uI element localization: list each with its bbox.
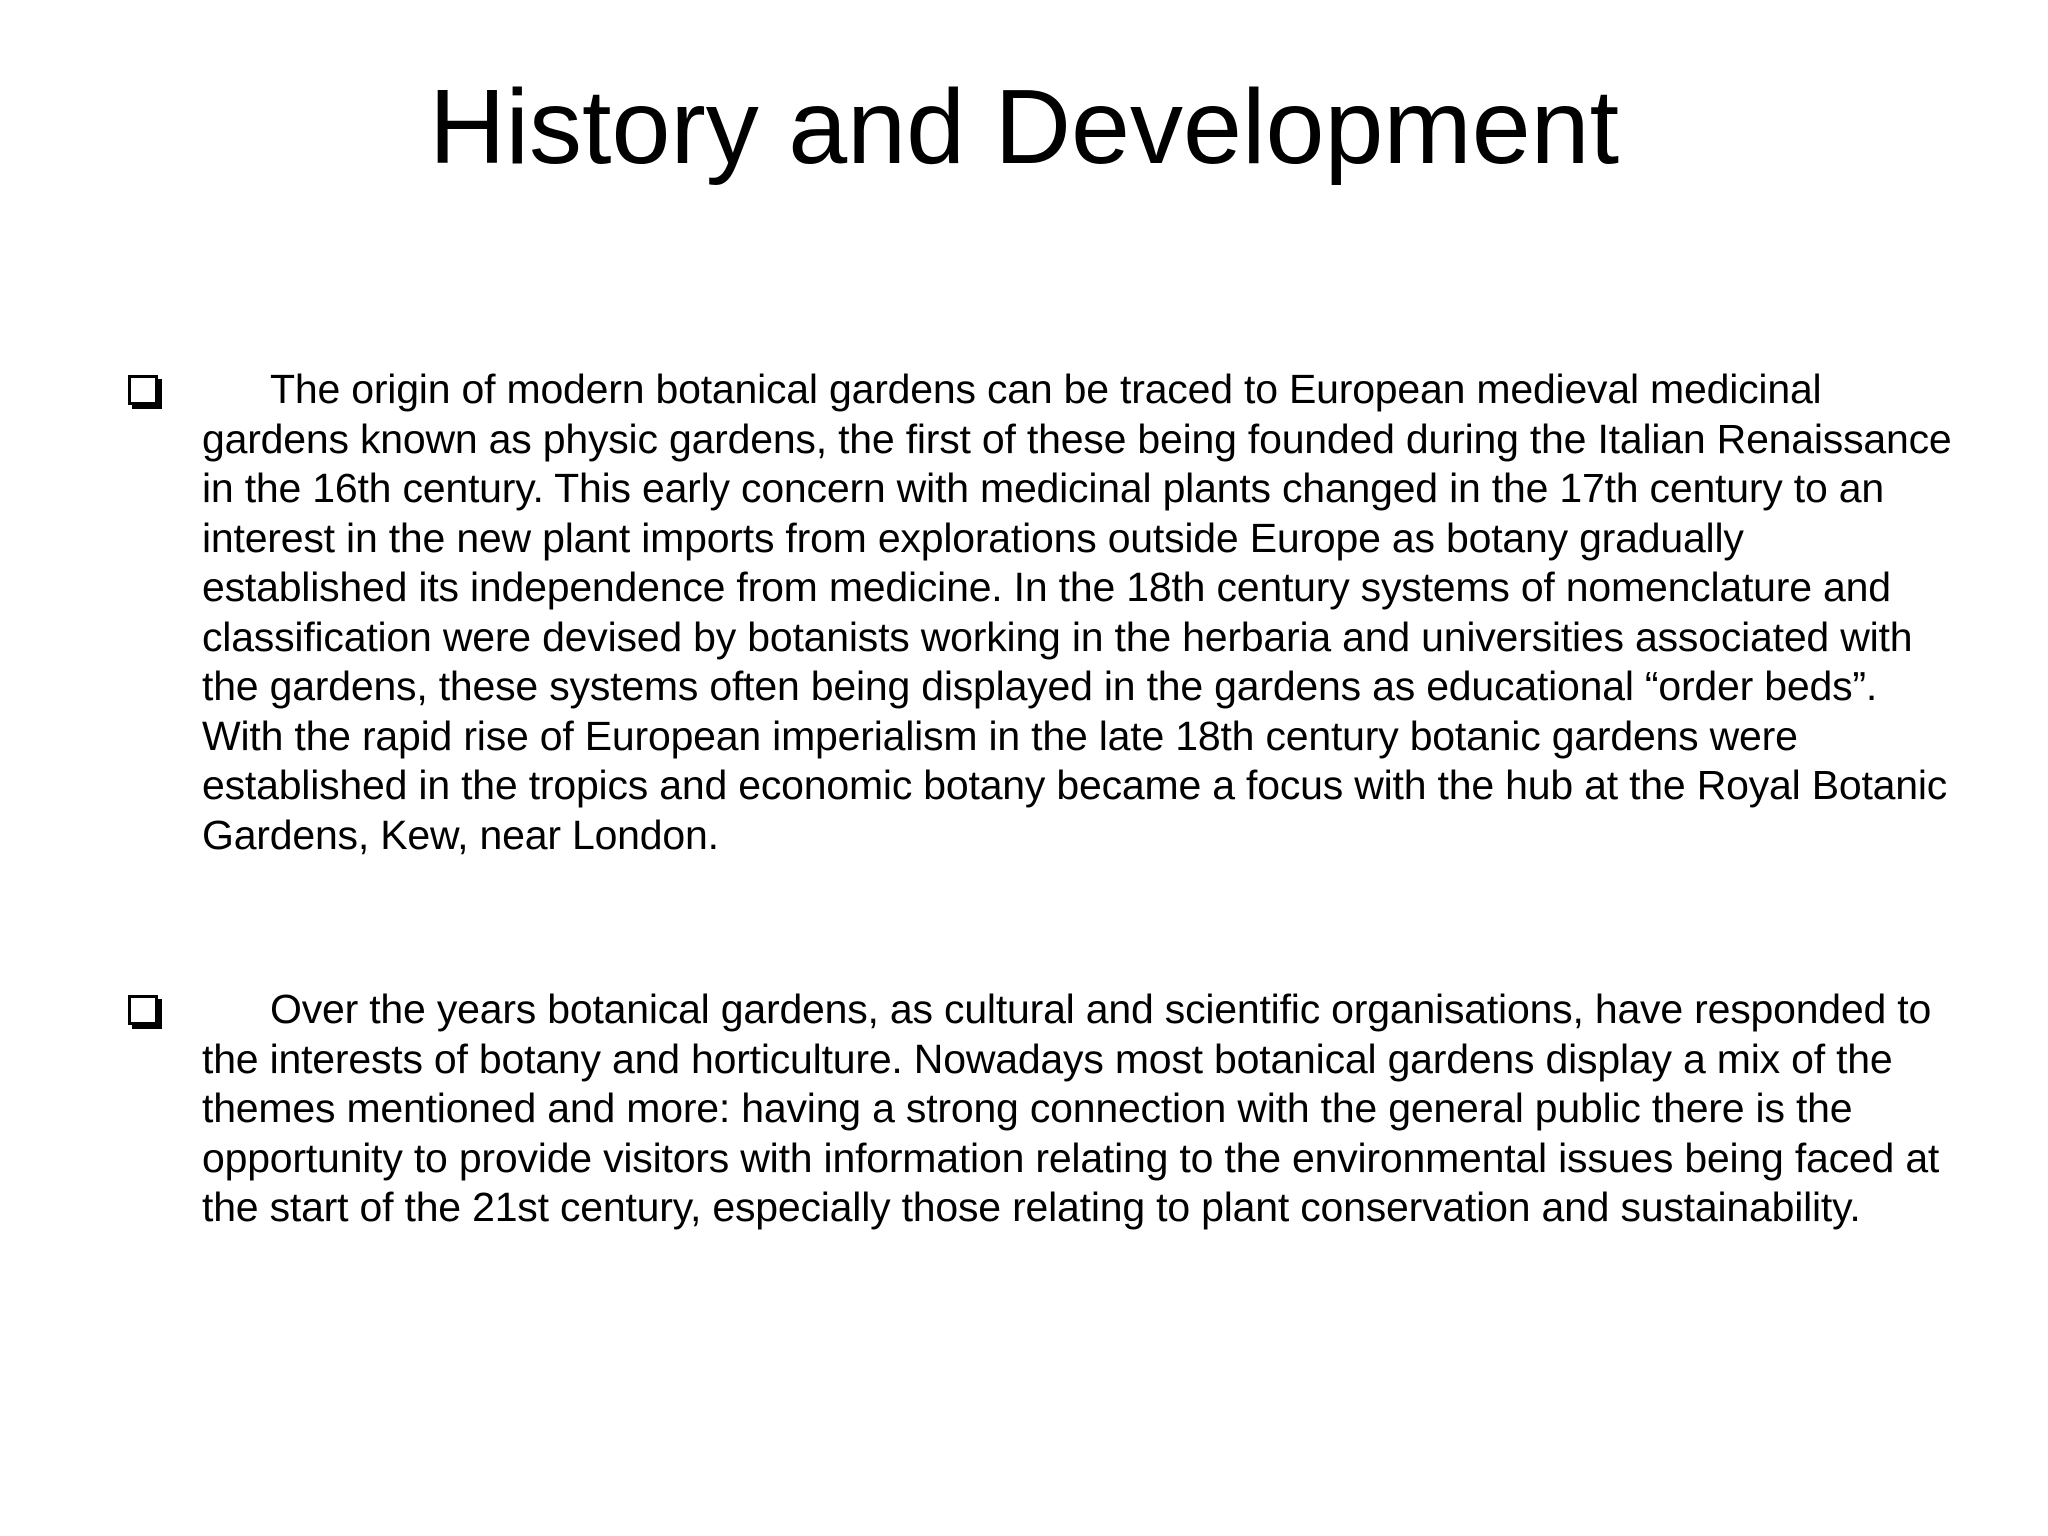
- checkbox-bullet-icon: [128, 995, 158, 1025]
- slide-title: History and Development: [428, 68, 1620, 186]
- bullet-item: [128, 365, 1958, 860]
- bullet-item: [128, 985, 1958, 1233]
- checkbox-bullet-icon: [128, 375, 158, 405]
- bullet-text: The origin of modern botanical gardens can be traced to European medieval medicinal gardens known as physic gardens, the first of these being founded during the Italian Renaissance in the 16th century. This early concern with medicinal plants changed in the 17th century to an interest in the new plant imports from explorations outside Europe as botany gradually established its independence from medicine. In the 18th century systems of nomenclature and classification were devised by botanists working in the herbaria and universities associated with the gardens, these systems often being displayed in the gardens as educational “order beds”. With the rapid rise of European imperialism in the late 18th century botanic gardens were established in the tropics and economic botany became a focus with the hub at the Royal Botanic Gardens, Kew, near London.: [202, 366, 1952, 858]
- bullet-text: Over the years botanical gardens, as cultural and scientific organisations, have responded to the interests of botany and horticulture. Nowadays most botanical gardens display a mix of the themes mentioned and more: having a strong connection with the general public there is the opportunity to provide visitors with information relating to the environmental issues being faced at the start of the 21st century, especially those relating to plant conservation and sustainability.: [202, 986, 1940, 1230]
